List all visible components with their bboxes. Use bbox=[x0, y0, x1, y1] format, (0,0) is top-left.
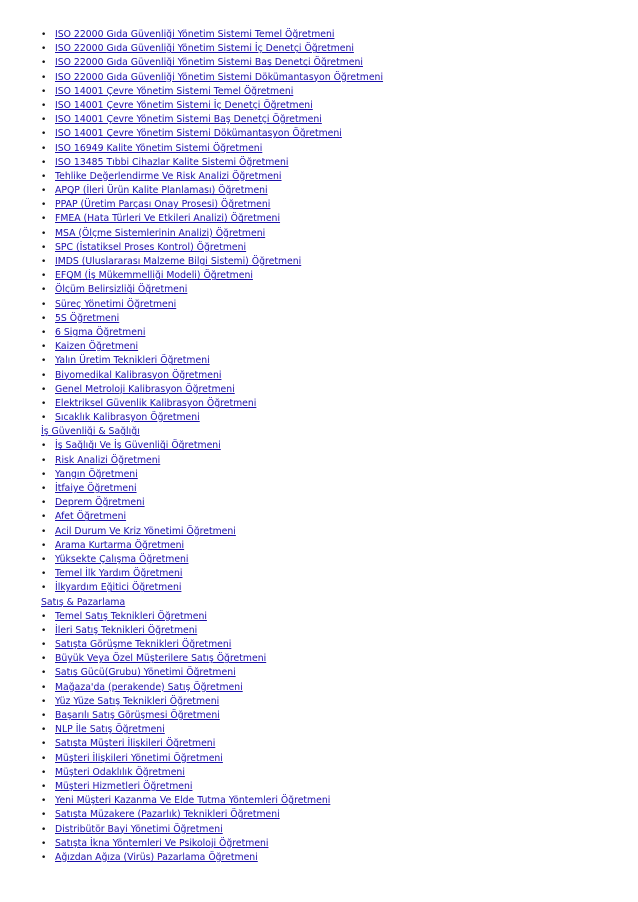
course-link[interactable]: Süreç Yönetimi Öğretmeni bbox=[55, 298, 177, 310]
list-item bbox=[41, 454, 631, 468]
list-item bbox=[41, 610, 631, 624]
list-item bbox=[41, 241, 631, 255]
list-item bbox=[41, 28, 631, 42]
list-item bbox=[41, 510, 631, 524]
list-item bbox=[41, 468, 631, 482]
course-link[interactable]: ISO 22000 Gıda Güvenliği Yönetim Sistemi Dökümantasyon Öğretmeni bbox=[55, 71, 384, 83]
list-item bbox=[41, 624, 631, 638]
course-link[interactable]: İtfaiye Öğretmeni bbox=[55, 483, 137, 494]
course-link[interactable]: ISO 14001 Çevre Yönetim Sistemi Temel Öğretmeni bbox=[55, 85, 294, 97]
list-item bbox=[41, 56, 631, 70]
course-link[interactable]: Müşteri Odaklılık Öğretmeni bbox=[55, 766, 185, 778]
list-item bbox=[41, 439, 631, 453]
list-item bbox=[41, 269, 631, 283]
list-item bbox=[41, 198, 631, 212]
course-link[interactable]: EFQM (İş Mükemmelliği Modeli) Öğretmeni bbox=[55, 270, 253, 282]
list-item bbox=[41, 525, 631, 539]
list-item bbox=[41, 255, 631, 269]
course-link[interactable]: ISO 22000 Gıda Güvenliği Yönetim Sistemi Baş Denetçi Öğretmeni bbox=[55, 57, 363, 69]
list-item bbox=[41, 71, 631, 85]
course-link[interactable]: Mağaza'da (perakende) Satış Öğretmeni bbox=[55, 681, 243, 693]
list-item bbox=[41, 837, 631, 851]
course-link[interactable]: İleri Satış Teknikleri Öğretmeni bbox=[55, 624, 198, 636]
list-item bbox=[41, 156, 631, 170]
course-link[interactable]: Risk Analizi Öğretmeni bbox=[55, 454, 161, 466]
list-item bbox=[41, 752, 631, 766]
course-link[interactable]: Acil Durum Ve Kriz Yönetimi Öğretmeni bbox=[55, 525, 236, 537]
course-link[interactable]: NLP İle Satış Öğretmeni bbox=[55, 724, 165, 736]
course-link[interactable]: Temel İlk Yardım Öğretmeni bbox=[55, 568, 183, 580]
list-item bbox=[41, 737, 631, 751]
list-item bbox=[41, 298, 631, 312]
list-item bbox=[41, 766, 631, 780]
list-item bbox=[41, 142, 631, 156]
list-item bbox=[41, 823, 631, 837]
list-item bbox=[41, 496, 631, 510]
list-item bbox=[41, 326, 631, 340]
list-item bbox=[41, 681, 631, 695]
list-item bbox=[41, 312, 631, 326]
course-link[interactable]: Satışta Müşteri İlişkileri Öğretmeni bbox=[55, 738, 216, 750]
course-link[interactable]: Afet Öğretmeni bbox=[55, 511, 127, 523]
list-item bbox=[41, 808, 631, 822]
list-item bbox=[41, 666, 631, 680]
course-link[interactable]: Yangın Öğretmeni bbox=[55, 468, 138, 480]
course-link[interactable]: Başarılı Satış Görüşmesi Öğretmeni bbox=[55, 710, 220, 721]
list-item bbox=[41, 851, 631, 865]
course-link[interactable]: FMEA (Hata Türleri Ve Etkileri Analizi) Öğretmeni bbox=[55, 213, 281, 225]
course-link[interactable]: ISO 16949 Kalite Yönetim Sistemi Öğretmeni bbox=[55, 142, 263, 154]
list-item bbox=[41, 354, 631, 368]
course-link[interactable]: ISO 22000 Gıda Güvenliği Yönetim Sistemi İç Denetçi Öğretmeni bbox=[55, 43, 354, 55]
course-link[interactable]: Yalın Üretim Teknikleri Öğretmeni bbox=[55, 355, 210, 367]
course-link[interactable]: PPAP (Üretim Parçası Onay Prosesi) Öğretmeni bbox=[55, 199, 271, 211]
list-item bbox=[41, 723, 631, 737]
course-link[interactable]: Distribütör Bayi Yönetimi Öğretmeni bbox=[55, 823, 223, 835]
list-item bbox=[41, 709, 631, 723]
list-item bbox=[41, 638, 631, 652]
course-link[interactable]: ISO 14001 Çevre Yönetim Sistemi Baş Denetçi Öğretmeni bbox=[55, 114, 322, 126]
course-link[interactable]: Ölçüm Belirsizliği Öğretmeni bbox=[55, 284, 188, 296]
list-item bbox=[41, 695, 631, 709]
list-item bbox=[41, 170, 631, 184]
list-item bbox=[41, 482, 631, 496]
list-item bbox=[41, 227, 631, 241]
list-item bbox=[41, 553, 631, 567]
list-item bbox=[41, 539, 631, 553]
link-list bbox=[41, 28, 631, 425]
list-item bbox=[41, 127, 631, 141]
course-link[interactable]: Müşteri İlişkileri Yönetimi Öğretmeni bbox=[55, 752, 223, 764]
list-item bbox=[41, 397, 631, 411]
link-list bbox=[41, 439, 631, 595]
list-item bbox=[41, 411, 631, 425]
list-item bbox=[41, 581, 631, 595]
course-link[interactable]: ISO 14001 Çevre Yönetim Sistemi Dökümantasyon Öğretmeni bbox=[55, 128, 342, 140]
course-link[interactable]: Genel Metroloji Kalibrasyon Öğretmeni bbox=[55, 383, 235, 395]
course-link[interactable]: Yeni Müşteri Kazanma Ve Elde Tutma Yöntemleri Öğretmeni bbox=[55, 795, 331, 807]
course-link[interactable]: Satışta Görüşme Teknikleri Öğretmeni bbox=[55, 639, 232, 651]
course-link[interactable]: Yüksekte Çalışma Öğretmeni bbox=[55, 553, 189, 565]
course-link[interactable]: Sıcaklık Kalibrasyon Öğretmeni bbox=[55, 412, 200, 424]
list-item bbox=[41, 369, 631, 383]
course-link[interactable]: 5S Öğretmeni bbox=[55, 312, 120, 324]
course-link[interactable]: Tehlike Değerlendirme Ve Risk Analizi Öğretmeni bbox=[55, 170, 282, 182]
course-link[interactable]: Müşteri Hizmetleri Öğretmeni bbox=[55, 780, 193, 792]
list-item bbox=[41, 113, 631, 127]
course-link[interactable]: İş Sağlığı Ve İş Güvenliği Öğretmeni bbox=[55, 440, 221, 452]
section-satis-pazarlama bbox=[41, 596, 631, 866]
course-link[interactable]: Satış Gücü(Grubu) Yönetimi Öğretmeni bbox=[55, 667, 236, 679]
course-link[interactable]: Arama Kurtarma Öğretmeni bbox=[55, 539, 185, 551]
list-item bbox=[41, 184, 631, 198]
course-link[interactable]: Elektriksel Güvenlik Kalibrasyon Öğretmeni bbox=[55, 397, 257, 409]
course-link[interactable]: 6 Sigma Öğretmeni bbox=[55, 326, 146, 338]
list-item bbox=[41, 794, 631, 808]
section-courses bbox=[41, 28, 631, 425]
course-link[interactable]: SPC (İstatiksel Proses Kontrol) Öğretmeni bbox=[55, 241, 247, 253]
list-item bbox=[41, 652, 631, 666]
list-item bbox=[41, 42, 631, 56]
course-link[interactable]: Yüz Yüze Satış Teknikleri Öğretmeni bbox=[55, 695, 220, 707]
course-link[interactable]: İlkyardım Eğitici Öğretmeni bbox=[55, 582, 182, 594]
list-item bbox=[41, 212, 631, 226]
course-link[interactable]: Kaizen Öğretmeni bbox=[55, 341, 139, 353]
course-link[interactable]: Satışta Müzakere (Pazarlık) Teknikleri Öğretmeni bbox=[55, 809, 280, 821]
course-link[interactable]: Temel Satış Teknikleri Öğretmeni bbox=[55, 610, 207, 622]
course-link[interactable]: MSA (Ölçme Sistemlerinin Analizi) Öğretmeni bbox=[55, 227, 266, 239]
list-item bbox=[41, 383, 631, 397]
course-link[interactable]: ISO 22000 Gıda Güvenliği Yönetim Sistemi Temel Öğretmeni bbox=[55, 29, 335, 40]
course-link[interactable]: ISO 13485 Tıbbi Cihazlar Kalite Sistemi Öğretmeni bbox=[55, 156, 289, 168]
list-item bbox=[41, 780, 631, 794]
course-link[interactable]: Satışta İkna Yöntemleri Ve Psikoloji Öğretmeni bbox=[55, 837, 269, 849]
course-link[interactable]: Büyük Veya Özel Müşterilere Satış Öğretmeni bbox=[55, 653, 267, 665]
list-item bbox=[41, 340, 631, 354]
section-heading-link[interactable]: Satış & Pazarlama bbox=[41, 596, 126, 608]
list-item bbox=[41, 567, 631, 581]
section-heading-link[interactable]: İş Güvenliği & Sağlığı bbox=[41, 426, 140, 438]
document-body bbox=[41, 28, 631, 865]
list-item bbox=[41, 85, 631, 99]
course-link[interactable]: Biyomedikal Kalibrasyon Öğretmeni bbox=[55, 369, 222, 381]
course-link[interactable]: APQP (İleri Ürün Kalite Planlaması) Öğretmeni bbox=[55, 185, 268, 197]
section-is-guvenligi-sagligi bbox=[41, 425, 631, 595]
course-link[interactable]: Ağızdan Ağıza (Virüs) Pazarlama Öğretmeni bbox=[55, 851, 258, 863]
list-item bbox=[41, 99, 631, 113]
link-list bbox=[41, 610, 631, 865]
course-link[interactable]: ISO 14001 Çevre Yönetim Sistemi İç Denetçi Öğretmeni bbox=[55, 99, 313, 111]
list-item bbox=[41, 283, 631, 297]
course-link[interactable]: Deprem Öğretmeni bbox=[55, 497, 145, 509]
course-link[interactable]: IMDS (Uluslararası Malzeme Bilgi Sistemi) Öğretmeni bbox=[55, 256, 302, 267]
